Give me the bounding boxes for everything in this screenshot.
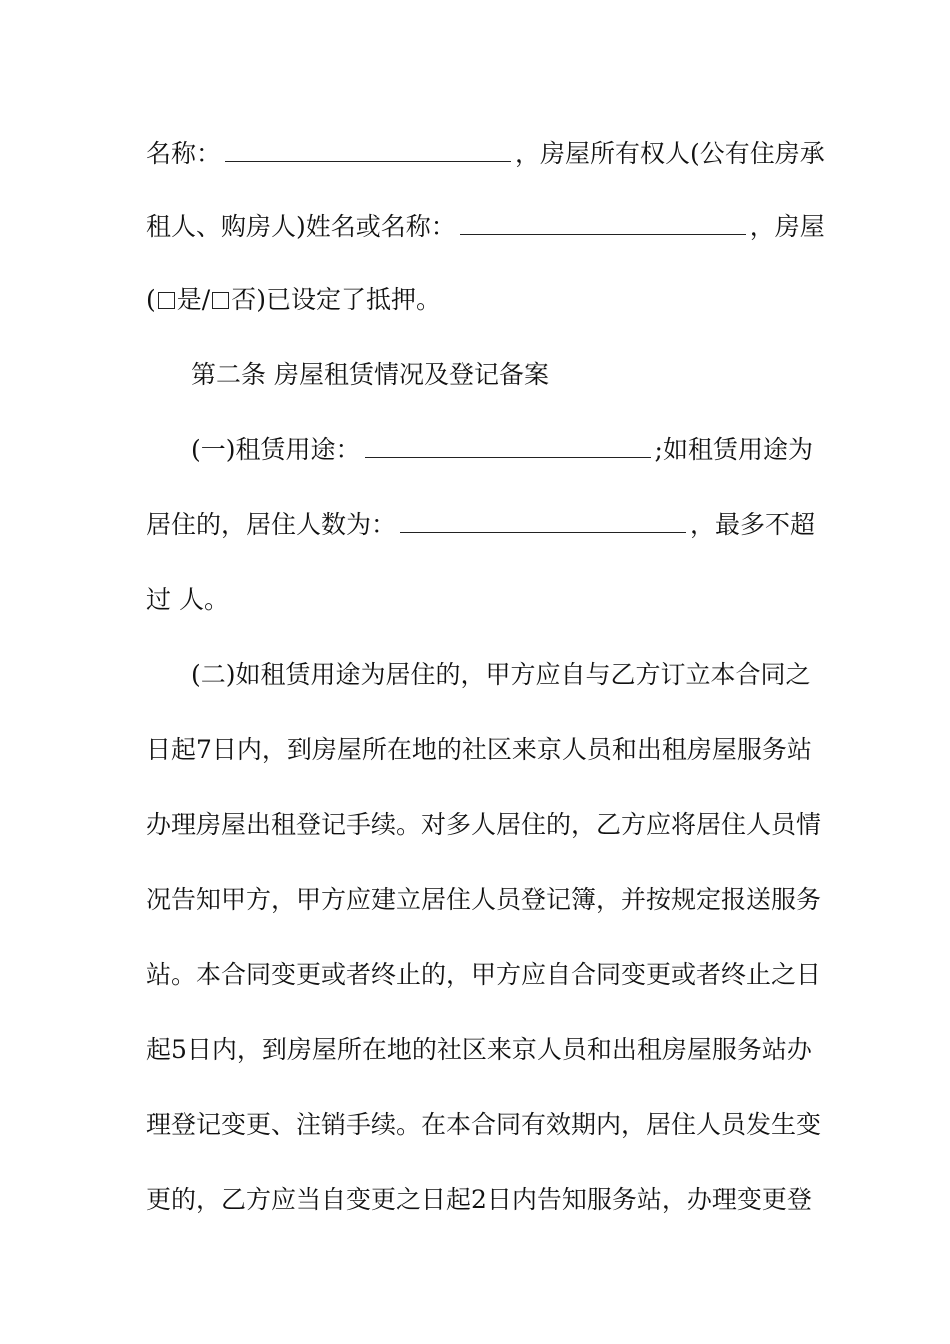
- item2-line: 办理房屋出租登记手续。对多人居住的，乙方应将居住人员情: [146, 810, 822, 839]
- text: ，房屋: [749, 212, 825, 241]
- text: ，房屋所有权人(公有住房承: [515, 139, 825, 168]
- fill-blank-resident-count[interactable]: [400, 510, 686, 533]
- text: (一)租赁用途：: [191, 435, 361, 464]
- text: ，最多不超: [690, 510, 816, 539]
- item1-line3: 过 人。: [146, 585, 229, 614]
- text: 否)已设定了抵押。: [231, 285, 441, 314]
- item1-line1: [191, 430, 813, 470]
- fill-blank-lease-use[interactable]: [365, 435, 651, 458]
- text: ;如租赁用途为: [654, 435, 813, 464]
- para1-line2: [146, 207, 825, 247]
- checkbox-yes[interactable]: [158, 292, 175, 309]
- text: 居住的，居住人数为：: [146, 510, 397, 539]
- para1-line3: [146, 280, 441, 320]
- article2-title: 第二条 房屋租赁情况及登记备案: [191, 360, 549, 389]
- item2-line: 站。本合同变更或者终止的，甲方应自合同变更或者终止之日: [146, 960, 822, 989]
- text: (: [146, 285, 156, 314]
- item1-line2: [146, 505, 815, 545]
- text: 租人、购房人)姓名或名称：: [146, 212, 456, 241]
- item2-line: 理登记变更、注销手续。在本合同有效期内，居住人员发生变: [146, 1110, 822, 1139]
- item2-line: 更的，乙方应当自变更之日起2日内告知服务站，办理变更登: [146, 1185, 812, 1214]
- fill-blank-name[interactable]: [225, 139, 511, 162]
- para1-line1: [146, 134, 825, 174]
- item2-line: 起5日内，到房屋所在地的社区来京人员和出租房屋服务站办: [146, 1035, 812, 1064]
- checkbox-no[interactable]: [212, 292, 229, 309]
- item2-line: 况告知甲方，甲方应建立居住人员登记簿，并按规定报送服务: [146, 885, 822, 914]
- fill-blank-owner-name[interactable]: [460, 212, 746, 235]
- item2-line: (二)如租赁用途为居住的，甲方应自与乙方订立本合同之: [191, 660, 811, 689]
- item2-line: 日起7日内，到房屋所在地的社区来京人员和出租房屋服务站: [146, 735, 812, 764]
- text: 是/: [176, 285, 211, 314]
- text: 名称：: [146, 139, 222, 168]
